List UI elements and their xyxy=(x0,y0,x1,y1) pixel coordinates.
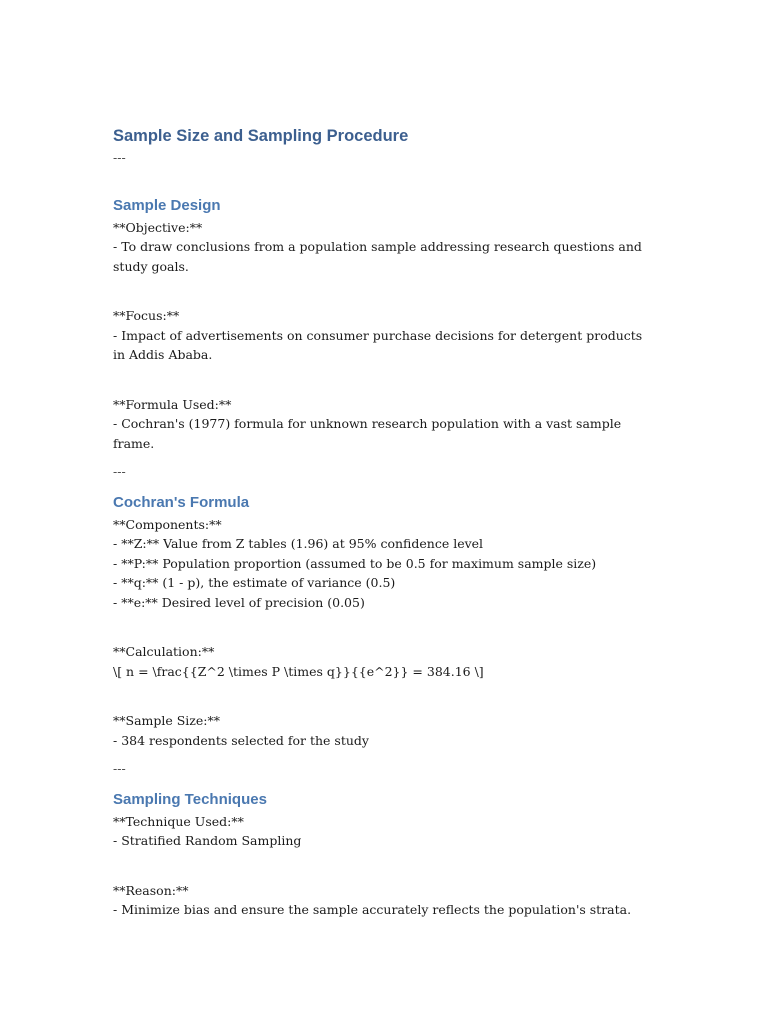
technique-text: - Stratified Random Sampling xyxy=(113,833,302,848)
components-label: **Components:** xyxy=(113,516,222,532)
component-item: - **P:** Population proportion (assumed to be 0.5 for maximum sample size) xyxy=(113,555,597,571)
document-body xyxy=(113,124,653,920)
technique-label: **Technique Used:** xyxy=(113,813,244,829)
focus-text: - Impact of advertisements on consumer purchase decisions for detergent products in Addis Ababa. xyxy=(113,327,647,362)
reason-text: - Minimize bias and ensure the sample accurately reflects the population's strata. xyxy=(113,902,632,917)
component-item: - **Z:** Value from Z tables (1.96) at 95% confidence level xyxy=(113,536,484,551)
separator: --- xyxy=(113,761,126,776)
calculation-formula: \[ n = \frac{{Z^2 \times P \times q}}{{e^2}} = 384.16 \] xyxy=(113,663,484,679)
separator: --- xyxy=(113,464,126,479)
focus-label: **Focus:** xyxy=(113,308,180,323)
objective-label: **Objective:** xyxy=(113,219,203,235)
document-title: Sample Size and Sampling Procedure xyxy=(113,127,409,145)
component-item: - **e:** Desired level of precision (0.05) xyxy=(113,594,365,610)
reason-label: **Reason:** xyxy=(113,882,189,898)
formula-label: **Formula Used:** xyxy=(113,396,232,412)
sample-size-text: - 384 respondents selected for the study xyxy=(113,732,369,748)
section-heading-cochrans-formula: Cochran's Formula xyxy=(113,493,250,511)
formula-text: - Cochran's (1977) formula for unknown research population with a vast sample frame. xyxy=(113,416,626,451)
calculation-label: **Calculation:** xyxy=(113,644,215,659)
section-heading-sampling-techniques: Sampling Techniques xyxy=(113,790,267,808)
section-heading-sample-design: Sample Design xyxy=(113,196,221,214)
component-item: - **q:** (1 - p), the estimate of variance (0.5) xyxy=(113,575,396,590)
sample-size-label: **Sample Size:** xyxy=(113,713,220,728)
separator: --- xyxy=(113,150,126,165)
objective-text: - To draw conclusions from a population sample addressing research questions and study goals. xyxy=(113,239,646,274)
